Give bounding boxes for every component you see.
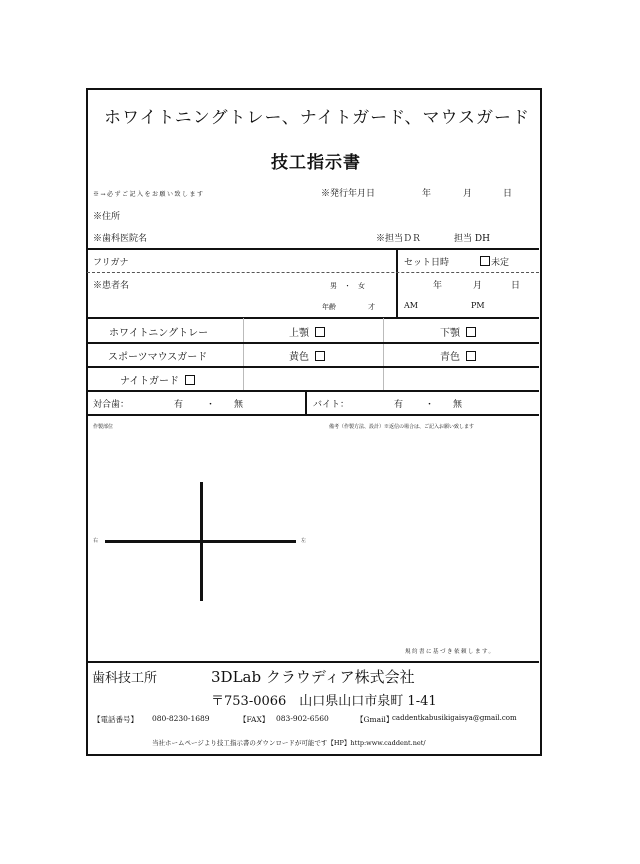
age-unit: 才: [368, 303, 375, 311]
address-label[interactable]: ※住所: [93, 212, 121, 222]
opposing-dot: ・: [206, 400, 216, 410]
form-title: ホワイトニングトレー、ナイトガード、マウスガード: [104, 108, 531, 128]
dental-crosshair-vertical: [200, 482, 203, 601]
yellow-label: 黄色: [289, 352, 309, 363]
form-subtitle: 技工指示書: [271, 153, 361, 173]
blue-checkbox[interactable]: [440, 348, 476, 363]
night-guard-label: ナイトガード: [120, 376, 179, 387]
download-note[interactable]: 当社ホームページより技工指示書のダウンロードが可能です【HP】http:www.caddent.net/: [152, 739, 426, 747]
upper-jaw-label: 上顎: [289, 328, 309, 339]
age-label[interactable]: 年齢: [322, 303, 336, 311]
gmail-label: 【Gmail】: [356, 715, 394, 724]
phone-label: 【電話番号】: [93, 715, 138, 724]
gmail-address[interactable]: caddentkabusikigaisya@gmail.com: [392, 714, 517, 722]
divider: [87, 414, 539, 416]
lab-label: 歯科技工所: [92, 671, 158, 686]
clinic-name-label[interactable]: ※歯科医院名: [93, 234, 148, 244]
set-year[interactable]: 年: [433, 281, 443, 291]
product-sports-mouthguard: スポーツマウスガード: [108, 352, 208, 363]
bite-no[interactable]: 無: [453, 400, 463, 410]
divider: [87, 317, 539, 319]
undecided-checkbox[interactable]: [480, 255, 509, 268]
company-address: 〒753-0066 山口県山口市泉町 1-41: [211, 694, 437, 709]
left-side-label: 左: [301, 538, 307, 544]
col-divider: [243, 318, 244, 390]
opposing-label: 対合歯：: [93, 400, 130, 410]
region-label: 作製部位: [93, 424, 114, 430]
bite-yes[interactable]: 有: [394, 400, 404, 410]
product-whitening-tray: ホワイトニングトレー: [109, 328, 209, 339]
dr-label[interactable]: ※担当ＤＲ: [376, 234, 422, 244]
issue-month[interactable]: 月: [463, 189, 473, 199]
company-name: 3DLab クラウディア株式会社: [211, 668, 415, 686]
divider: [87, 342, 539, 344]
set-date-divider: [396, 249, 398, 318]
issue-date-label: ※発行年月日: [321, 189, 376, 199]
set-month[interactable]: 月: [473, 281, 483, 291]
night-guard-checkbox[interactable]: [120, 372, 195, 387]
set-pm[interactable]: PM: [471, 301, 485, 310]
bite-divider: [305, 391, 307, 415]
right-side-label: 右: [93, 538, 99, 544]
blue-label: 青色: [440, 352, 460, 363]
bite-dot: ・: [425, 400, 435, 410]
opposing-yes[interactable]: 有: [174, 400, 184, 410]
divider: [87, 661, 539, 663]
agreement-note: 規約書に基づき依頼します。: [405, 649, 496, 655]
required-note: ※→必ずご記入をお願い致します: [93, 191, 205, 198]
issue-day[interactable]: 日: [503, 189, 513, 199]
fax-number[interactable]: 083-902-6560: [276, 714, 329, 723]
col-divider: [383, 318, 384, 390]
lower-jaw-checkbox[interactable]: [440, 324, 476, 339]
bite-label: バイト：: [313, 400, 350, 410]
phone-number[interactable]: 080-8230-1689: [152, 714, 210, 723]
set-date-label: セット日時: [404, 258, 450, 268]
gender-select[interactable]: 男 ・ 女: [330, 282, 365, 290]
issue-year[interactable]: 年: [422, 189, 432, 199]
patient-name-label[interactable]: ※患者名: [93, 281, 130, 291]
dashed-divider: [87, 272, 539, 273]
dh-label[interactable]: 担当 DH: [454, 234, 490, 244]
yellow-checkbox[interactable]: [289, 348, 325, 363]
notes-label[interactable]: 備考（作製方法、設計）※返信の場合は、ご記入お願い致します: [329, 424, 475, 430]
set-am[interactable]: AM: [404, 301, 418, 310]
divider: [87, 248, 539, 250]
undecided-label: 未定: [491, 258, 510, 268]
fax-label: 【FAX】: [239, 715, 270, 724]
divider: [87, 390, 539, 392]
upper-jaw-checkbox[interactable]: [289, 324, 325, 339]
opposing-no[interactable]: 無: [234, 400, 244, 410]
set-day[interactable]: 日: [511, 281, 521, 291]
divider: [87, 366, 539, 368]
furigana-label[interactable]: フリガナ: [93, 258, 129, 268]
lower-jaw-label: 下顎: [440, 328, 460, 339]
